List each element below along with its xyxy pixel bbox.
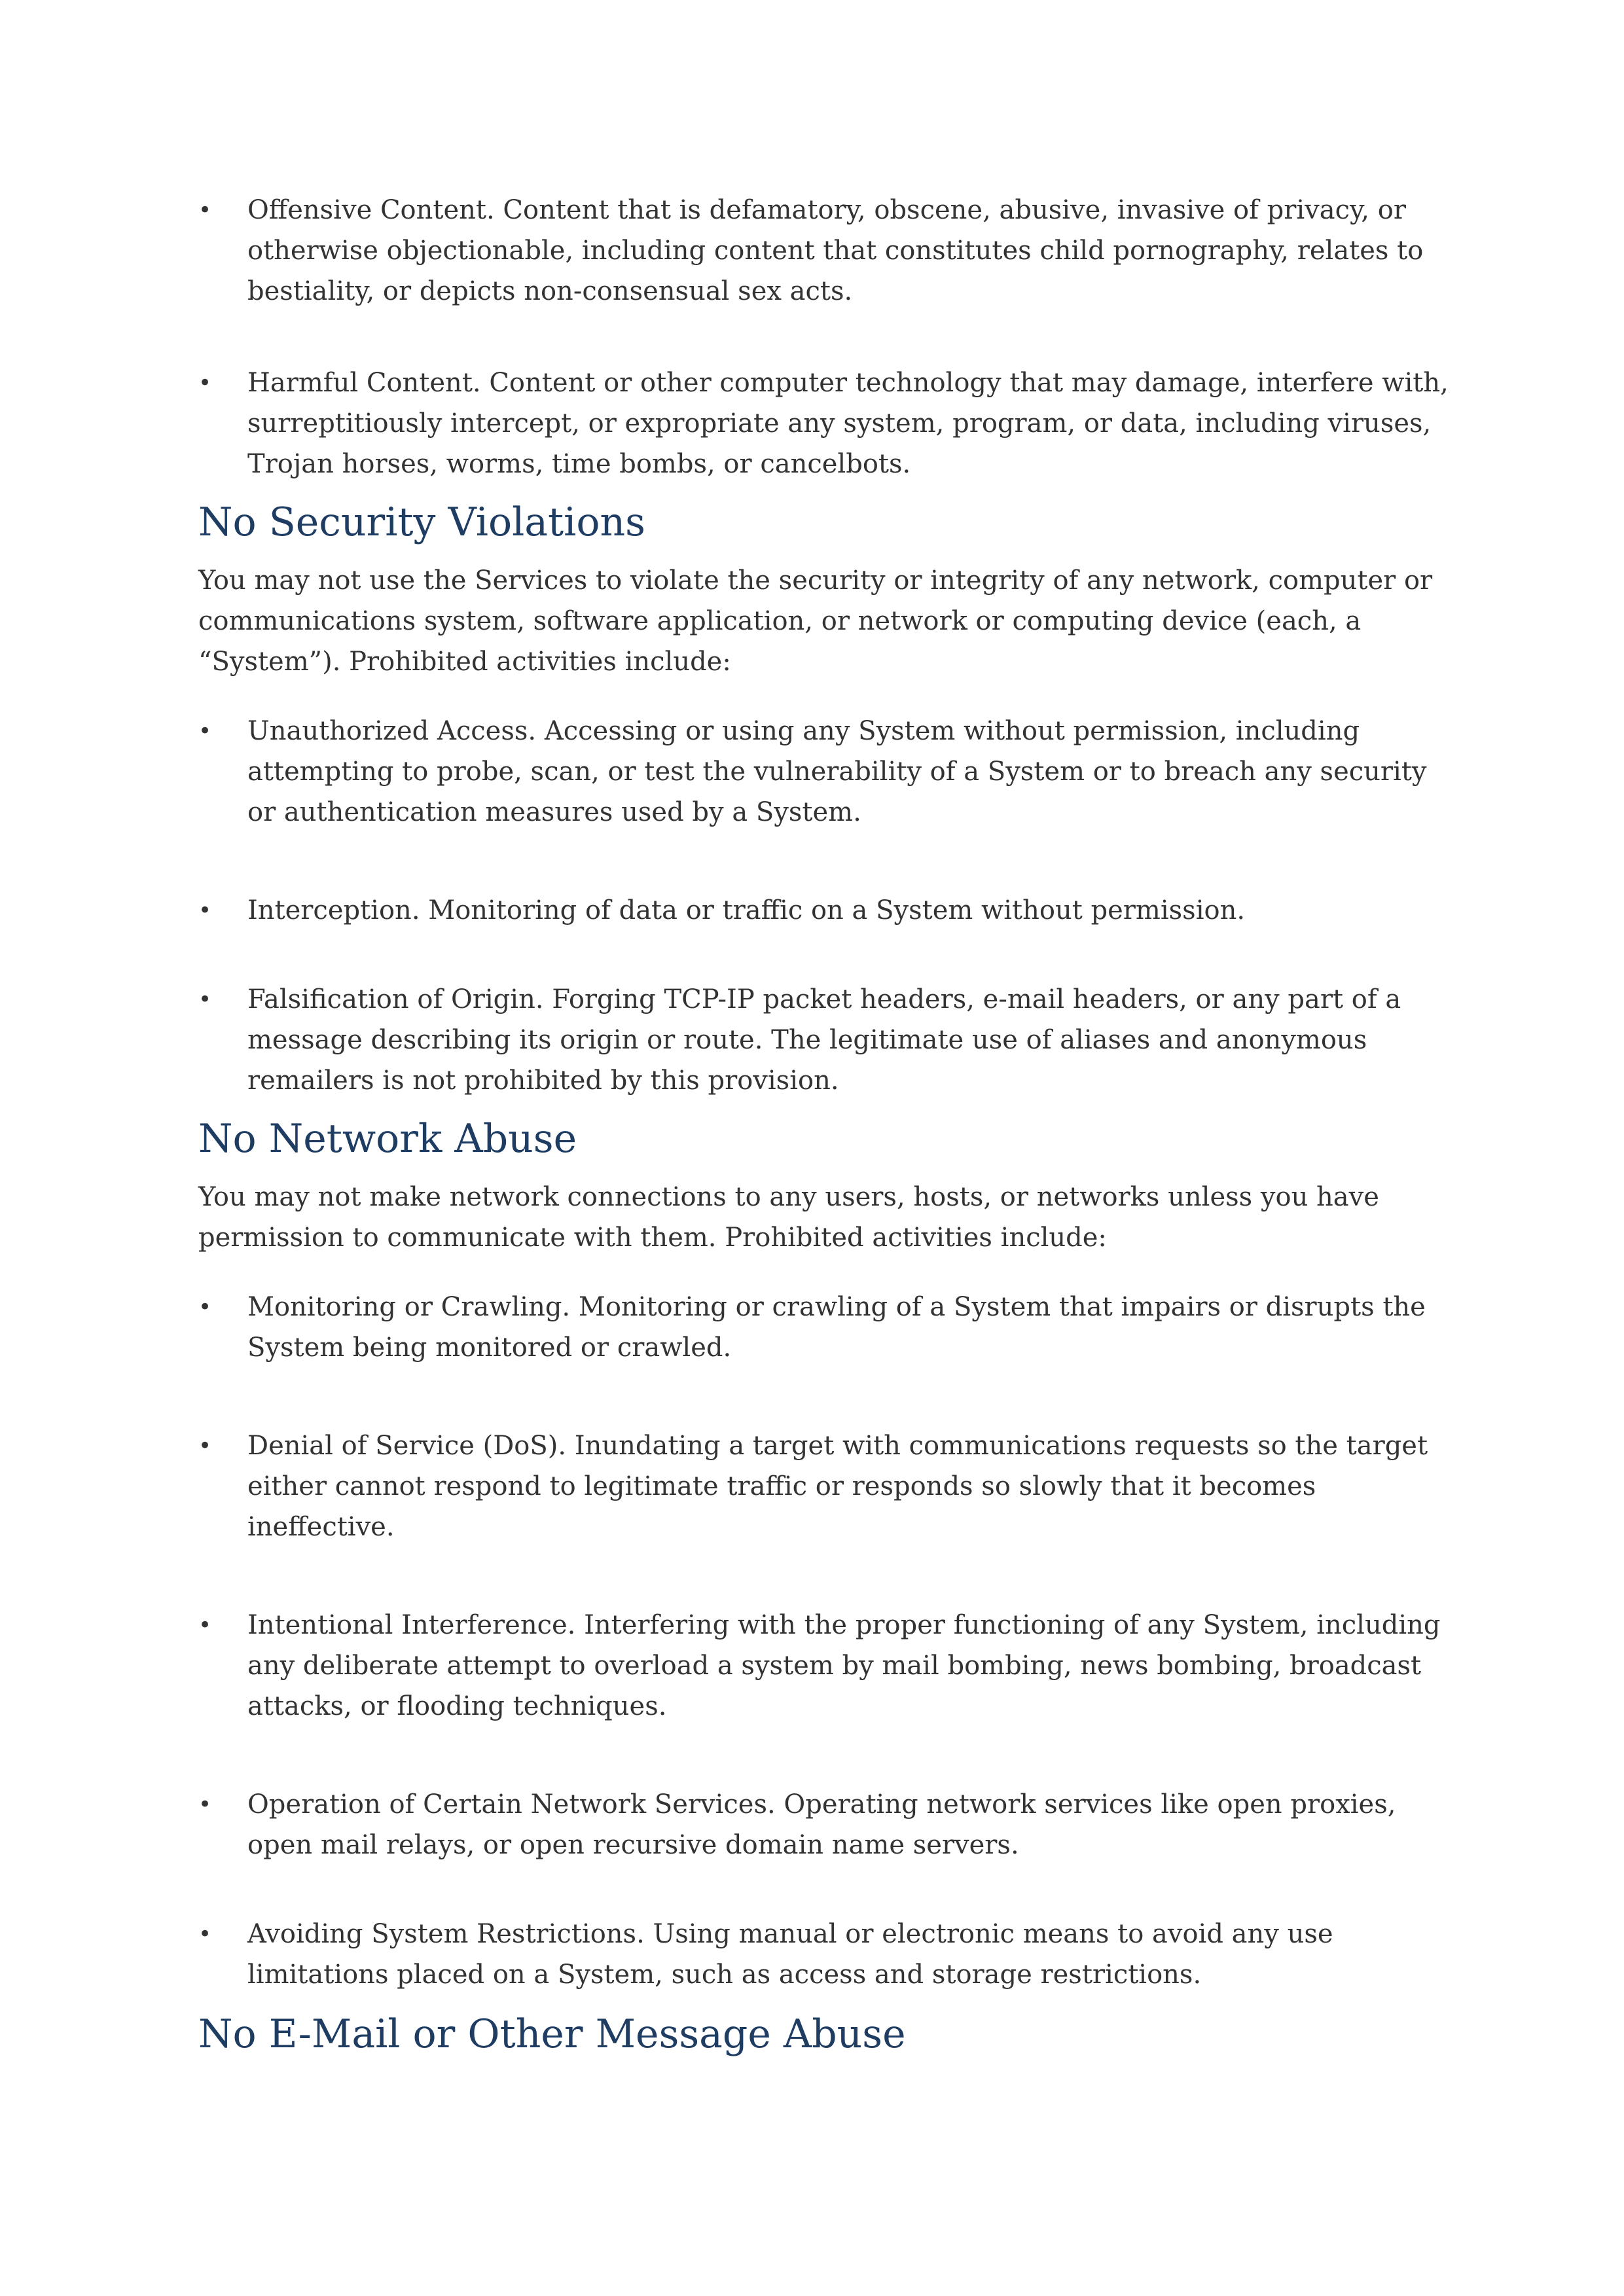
section-heading-email-abuse: No E-Mail or Other Message Abuse [198,2011,906,2057]
list-item-text: Falsification of Origin. Forging TCP-IP packet headers, e-mail headers, or any part of a message describing its origin or route. The legitimate use of aliases and anonymous remailers is not prohibited by this provision. [247,984,1401,1096]
bullet-list-security [198,711,1452,1101]
section-heading-security-violations: No Security Violations [198,499,645,545]
list-item-falsification-of-origin [198,979,1452,1101]
bullet-icon: • [198,370,212,396]
list-item-text: Avoiding System Restrictions. Using manual or electronic means to avoid any use limitations placed on a System, such as access and storage restrictions. [247,1919,1333,1990]
bullet-list-network [198,1287,1452,1995]
list-item-text: Monitoring or Crawling. Monitoring or crawling of a System that impairs or disrupts the System being monitored or crawled. [247,1292,1426,1363]
list-item-harmful-content [198,363,1452,484]
bullet-list-content-rules [198,190,1452,484]
bullet-icon: • [198,197,212,223]
bullet-icon: • [198,1921,212,1947]
list-item-text: Denial of Service (DoS). Inundating a target with communications requests so the target either cannot respond to legitimate traffic or responds so slowly that it becomes ineffective. [247,1431,1428,1542]
bullet-icon: • [198,1612,212,1638]
list-item-offensive-content [198,190,1452,312]
paragraph-network-intro: You may not make network connections to any users, hosts, or networks unless you have permission to communicate with them. Prohibited activities include: [198,1182,1379,1253]
bullet-icon: • [198,986,212,1013]
section-heading-network-abuse: No Network Abuse [198,1116,577,1162]
paragraph-security-intro: You may not use the Services to violate the security or integrity of any network, computer or communications system, software application, or network or computing device (each, a “System”). Prohibited activities include: [198,565,1433,677]
list-item-text: Interception. Monitoring of data or traffic on a System without permission. [247,895,1246,925]
list-item-avoiding-restrictions [198,1914,1452,1995]
bullet-icon: • [198,1294,212,1320]
list-item-denial-of-service [198,1426,1452,1547]
list-item-text: Unauthorized Access. Accessing or using any System without permission, including attempting to probe, scan, or test the vulnerability of a System or to breach any security or authentication measures used by a System. [247,716,1427,827]
list-item-text: Intentional Interference. Interfering with the proper functioning of any System, including any deliberate attempt to overload a system by mail bombing, news bombing, broadcast attacks, or flooding techniques. [247,1610,1441,1721]
list-item-monitoring-or-crawling [198,1287,1452,1368]
list-item-interception [198,890,1452,931]
list-item-unauthorized-access [198,711,1452,833]
list-item-intentional-interference [198,1605,1452,1727]
list-item-text: Operation of Certain Network Services. Operating network services like open proxies, open mail relays, or open recursive domain name servers. [247,1789,1396,1860]
document-content [198,190,1452,2059]
list-item-text: Harmful Content. Content or other computer technology that may damage, interfere with, surreptitiously intercept, or expropriate any system, program, or data, including viruses, Trojan horses, worms, time bombs, or cancelbots. [247,368,1449,479]
bullet-icon: • [198,1433,212,1459]
bullet-icon: • [198,897,212,924]
bullet-icon: • [198,718,212,744]
bullet-icon: • [198,1791,212,1818]
list-item-text: Offensive Content. Content that is defamatory, obscene, abusive, invasive of privacy, or otherwise objectionable, including content that constitutes child pornography, relates to bestiality, or depicts non-consensual sex acts. [247,195,1424,306]
list-item-network-services [198,1784,1452,1865]
